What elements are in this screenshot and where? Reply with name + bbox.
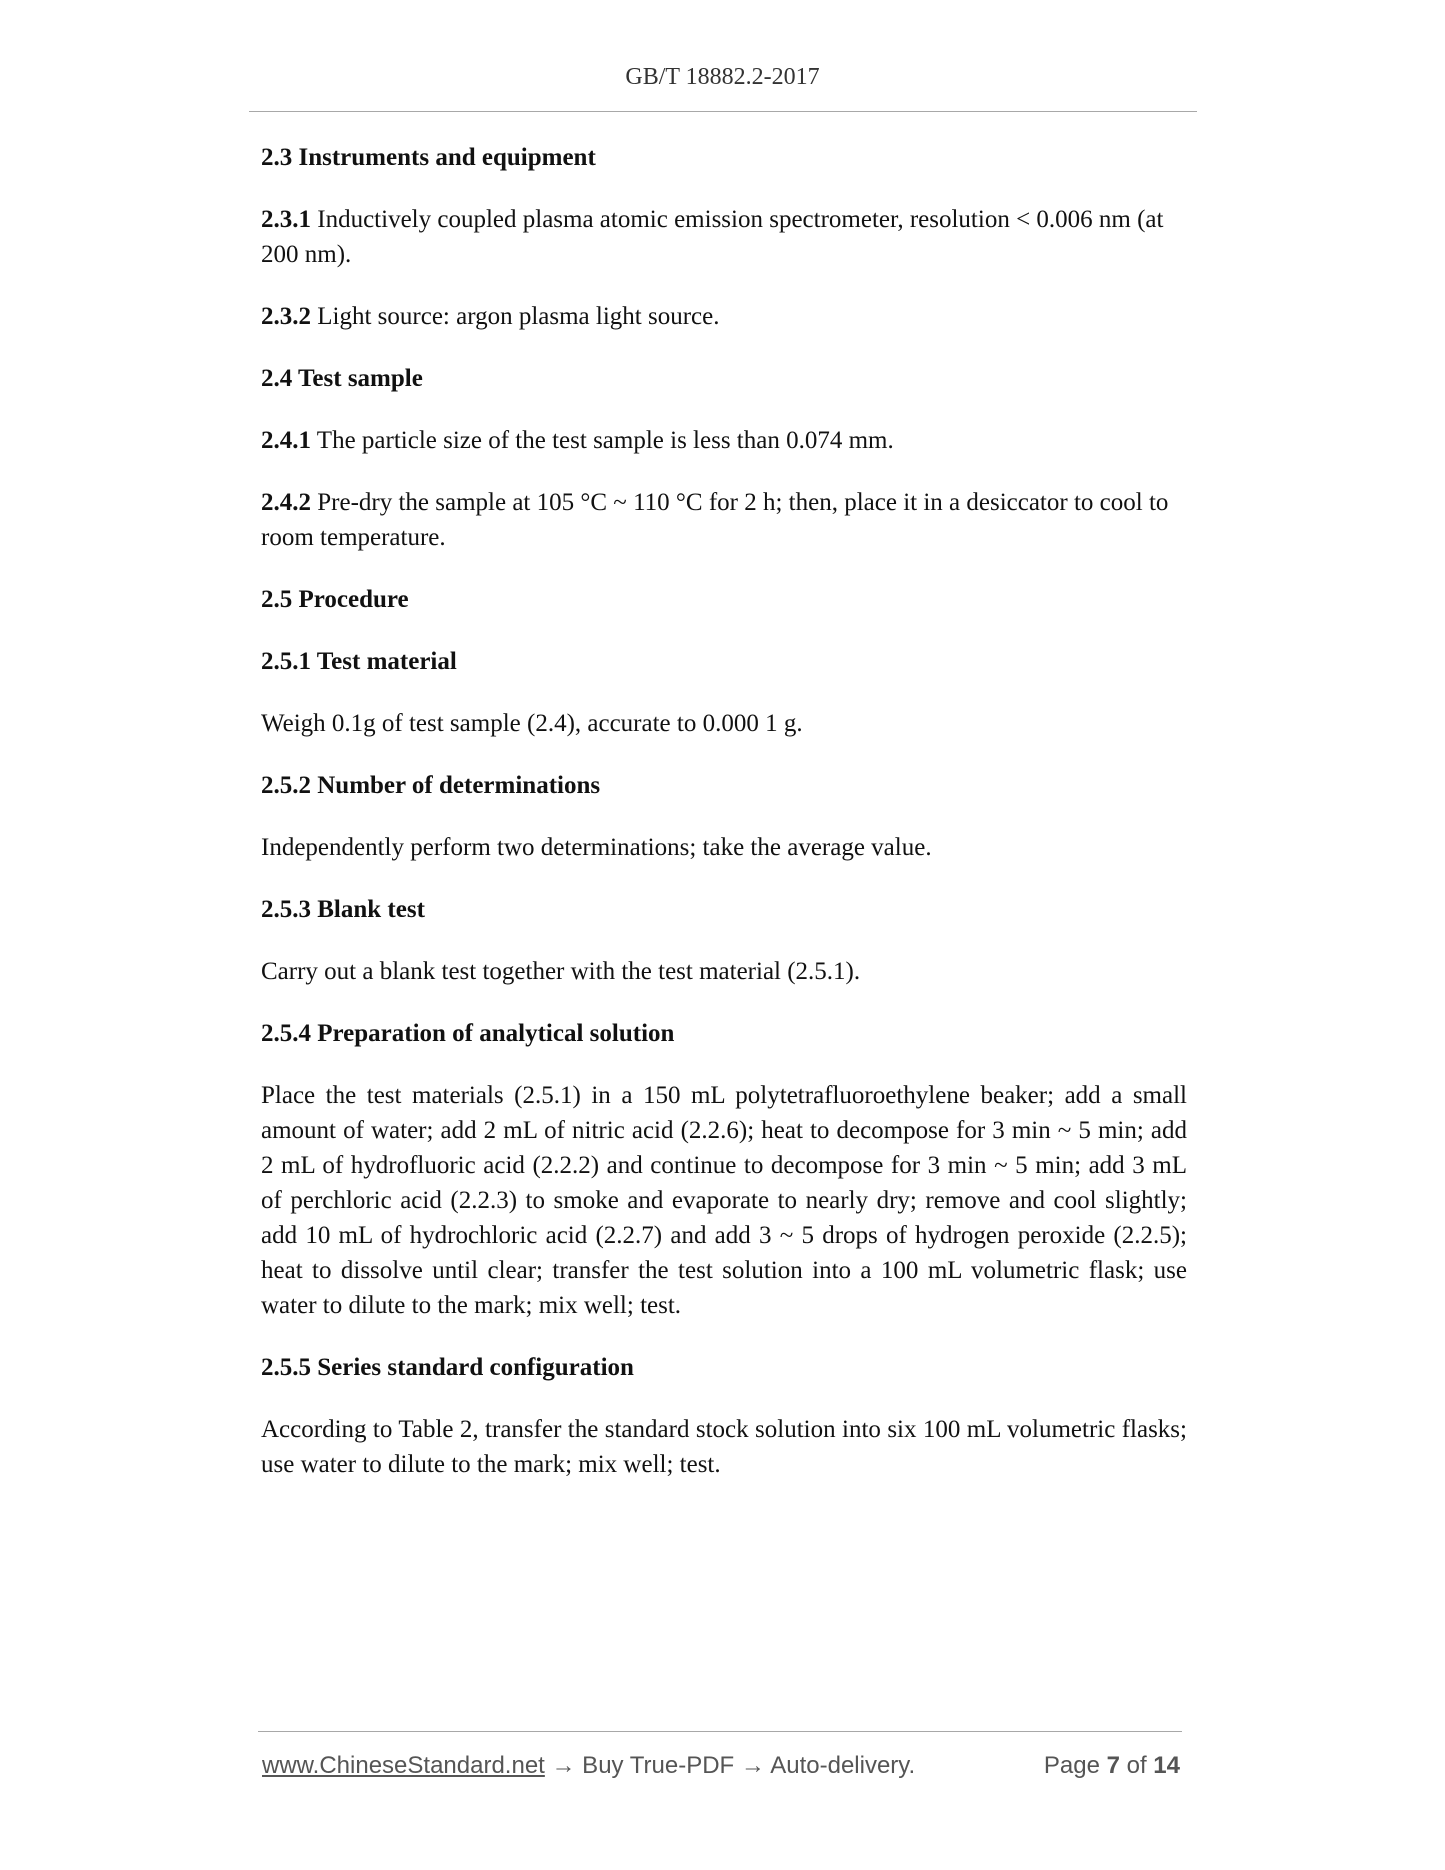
clause-number: 2.4.2 xyxy=(261,489,311,516)
clause-2-3-1 xyxy=(261,202,1187,272)
footer-promo xyxy=(262,1752,915,1780)
subsection-heading-2-5-1: 2.5.1 Test material xyxy=(261,648,457,675)
current-page-number: 7 xyxy=(1106,1752,1120,1779)
clause-2-3-2 xyxy=(261,299,1187,334)
clause-text: Pre-dry the sample at 105 °C ~ 110 °C for 2 h; then, place it in a desiccator to cool to room temperature. xyxy=(261,489,1169,551)
page-word: Page xyxy=(1043,1752,1107,1779)
section-heading-2-4: 2.4 Test sample xyxy=(261,365,423,392)
section-heading-2-5: 2.5 Procedure xyxy=(261,586,409,613)
clause-2-4-2 xyxy=(261,485,1187,555)
footer-divider xyxy=(258,1731,1182,1732)
paragraph-2-5-3: Carry out a blank test together with the test material (2.5.1). xyxy=(261,958,861,985)
section-heading-2-3: 2.3 Instruments and equipment xyxy=(261,144,596,171)
clause-number: 2.3.1 xyxy=(261,206,311,233)
clause-text: The particle size of the test sample is less than 0.074 mm. xyxy=(311,427,894,454)
paragraph-2-5-2: Independently perform two determinations; take the average value. xyxy=(261,834,932,861)
paragraph-2-5-1: Weigh 0.1g of test sample (2.4), accurate to 0.000 1 g. xyxy=(261,710,803,737)
page-indicator xyxy=(1044,1752,1180,1780)
document-body xyxy=(261,140,1187,1509)
clause-number: 2.4.1 xyxy=(261,427,311,454)
header-divider xyxy=(249,111,1197,112)
subsection-heading-2-5-4: 2.5.4 Preparation of analytical solution xyxy=(261,1020,675,1047)
clause-number: 2.3.2 xyxy=(261,303,311,330)
subsection-heading-2-5-3: 2.5.3 Blank test xyxy=(261,896,425,923)
clause-text: Inductively coupled plasma atomic emission spectrometer, resolution < 0.006 nm (at 200 nm). xyxy=(261,206,1164,268)
subsection-heading-2-5-5: 2.5.5 Series standard configuration xyxy=(261,1354,634,1381)
page-of-word: of xyxy=(1119,1752,1154,1779)
total-pages-number: 14 xyxy=(1153,1752,1180,1779)
subsection-heading-2-5-2: 2.5.2 Number of determinations xyxy=(261,772,601,799)
paragraph-2-5-5: According to Table 2, transfer the standard stock solution into six 100 mL volumetric flasks; use water to dilute to the mark; mix well; test. xyxy=(261,1416,1187,1478)
document-code: GB/T 18882.2-2017 xyxy=(625,64,820,90)
site-link[interactable]: www.ChineseStandard.net xyxy=(262,1752,545,1779)
clause-text: Light source: argon plasma light source. xyxy=(311,303,720,330)
clause-2-4-1 xyxy=(261,423,1187,458)
footer-tagline: → Buy True-PDF → Auto-delivery. xyxy=(544,1752,916,1779)
paragraph-2-5-4: Place the test materials (2.5.1) in a 150 mL polytetrafluoroethylene beaker; add a small amount of water; add 2 mL of nitric acid (2.2.6); heat to decompose for 3 min ~ 5 min; add 2 mL of hydrofluoric acid (2.2.2) and continue to decompose for 3 min ~ 5 min; add 3 mL of perchloric acid (2.2.3) to smoke and evaporate to nearly dry; remove and cool slightly; add 10 mL of hydrochloric acid (2.2.7) and add 3 ~ 5 drops of hydrogen peroxide (2.2.5); heat to dissolve until clear; transfer the test solution into a 100 mL volumetric flask; use water to dilute to the mark; mix well; test. xyxy=(261,1082,1187,1319)
